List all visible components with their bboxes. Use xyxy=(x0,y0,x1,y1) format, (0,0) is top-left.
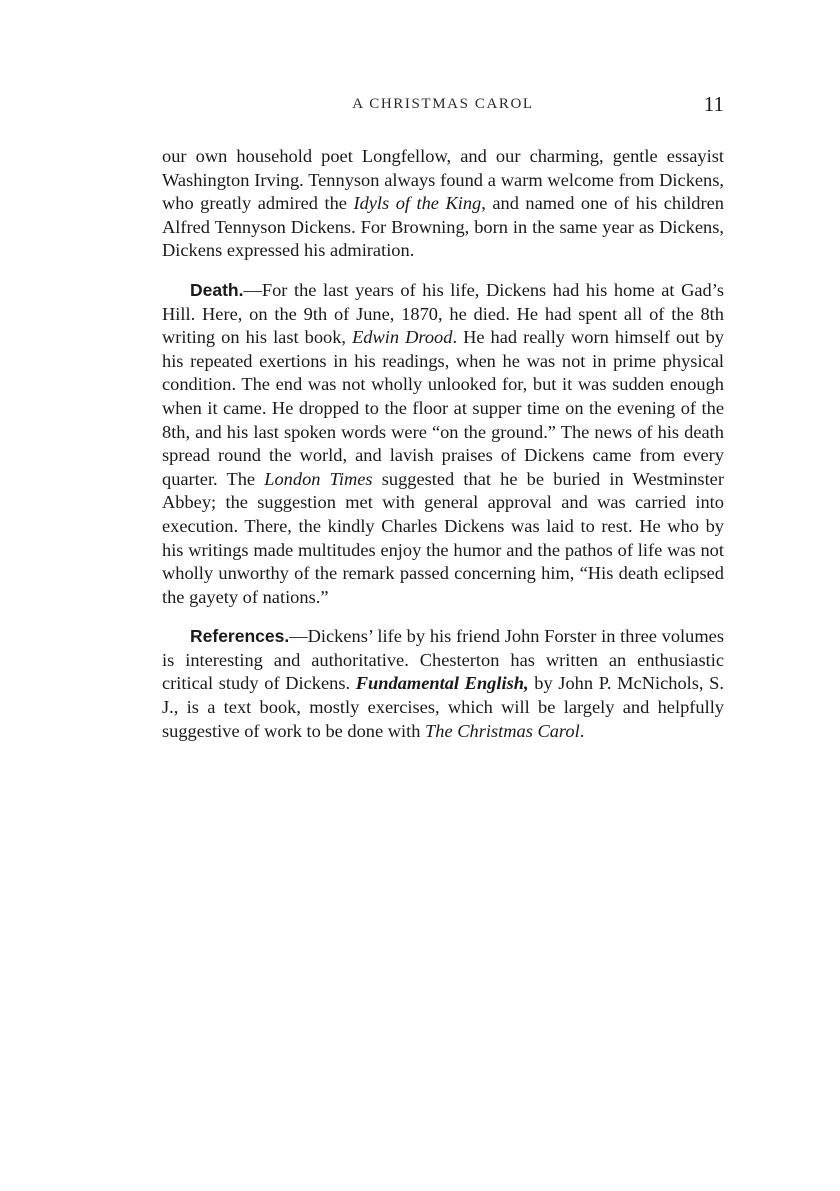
section-heading-death: Death. xyxy=(190,279,244,300)
book-title-italic: The Christmas Carol xyxy=(425,720,580,741)
paragraph-text: —For the last years of his life, Dickens had his home at Gad’s Hill. Here, on the 9th of June, 1870, he died. He had spent all of the 8th writing on his last book, xyxy=(162,279,724,348)
newspaper-title-italic: London Times xyxy=(264,468,373,489)
page-number: 11 xyxy=(703,92,724,116)
running-title: A CHRISTMAS CAROL xyxy=(352,96,534,112)
paragraph-text: by John P. McNichols, S. J., is a text book, mostly exercises, which will be largely and helpfully suggestive of work to be done with xyxy=(162,673,725,741)
paragraph-text: suggested that he be buried in Westminster Abbey; the suggestion met with general approval and was carried into execution. There, the kindly Charles Dickens was laid to rest. He who by his writings made multitudes enjoy the humor and the pathos of life was not wholly unworthy of the remark passed concerning him, “His death eclipsed the gayety of nations.” xyxy=(162,468,724,607)
section-heading-references: References. xyxy=(190,626,290,647)
book-title-bold-italic: Fundamental English, xyxy=(355,673,529,694)
book-title-italic: Edwin Drood xyxy=(352,327,453,348)
paragraph-text: . xyxy=(579,720,585,741)
paragraph-text: our own household poet Longfellow, and our charming, gentle essayist Washington Irving. Tennyson always found a warm welcome from Dickens, who greatly admired the xyxy=(162,146,724,214)
paragraph-text: —Dickens’ life by his friend John Forster in three volumes is interesting and authoritative. Chesterton has written an enthusiastic critical study of Dickens. xyxy=(162,626,724,694)
book-title-italic: Idyls of the King xyxy=(353,193,482,214)
paragraph-continuation xyxy=(162,145,724,263)
paragraph-references xyxy=(162,625,724,743)
running-header xyxy=(162,92,724,118)
paragraph-death xyxy=(162,279,724,609)
paragraph-text: . He had really worn himself out by his repeated exertions in his readings, when he was not in prime physical condition. The end was not wholly unlooked for, but it was sudden enough when it came. He dropped to the floor at supper time on the evening of the 8th, and his last spoken words were “on the ground.” The news of his death spread round the world, and lavish praises of Dickens came from every quarter. The xyxy=(162,327,724,489)
body-text xyxy=(162,145,724,759)
paragraph-text: , and named one of his children Alfred Tennyson Dickens. For Browning, born in the same year as Dickens, Dickens expressed his admiration. xyxy=(162,193,724,261)
